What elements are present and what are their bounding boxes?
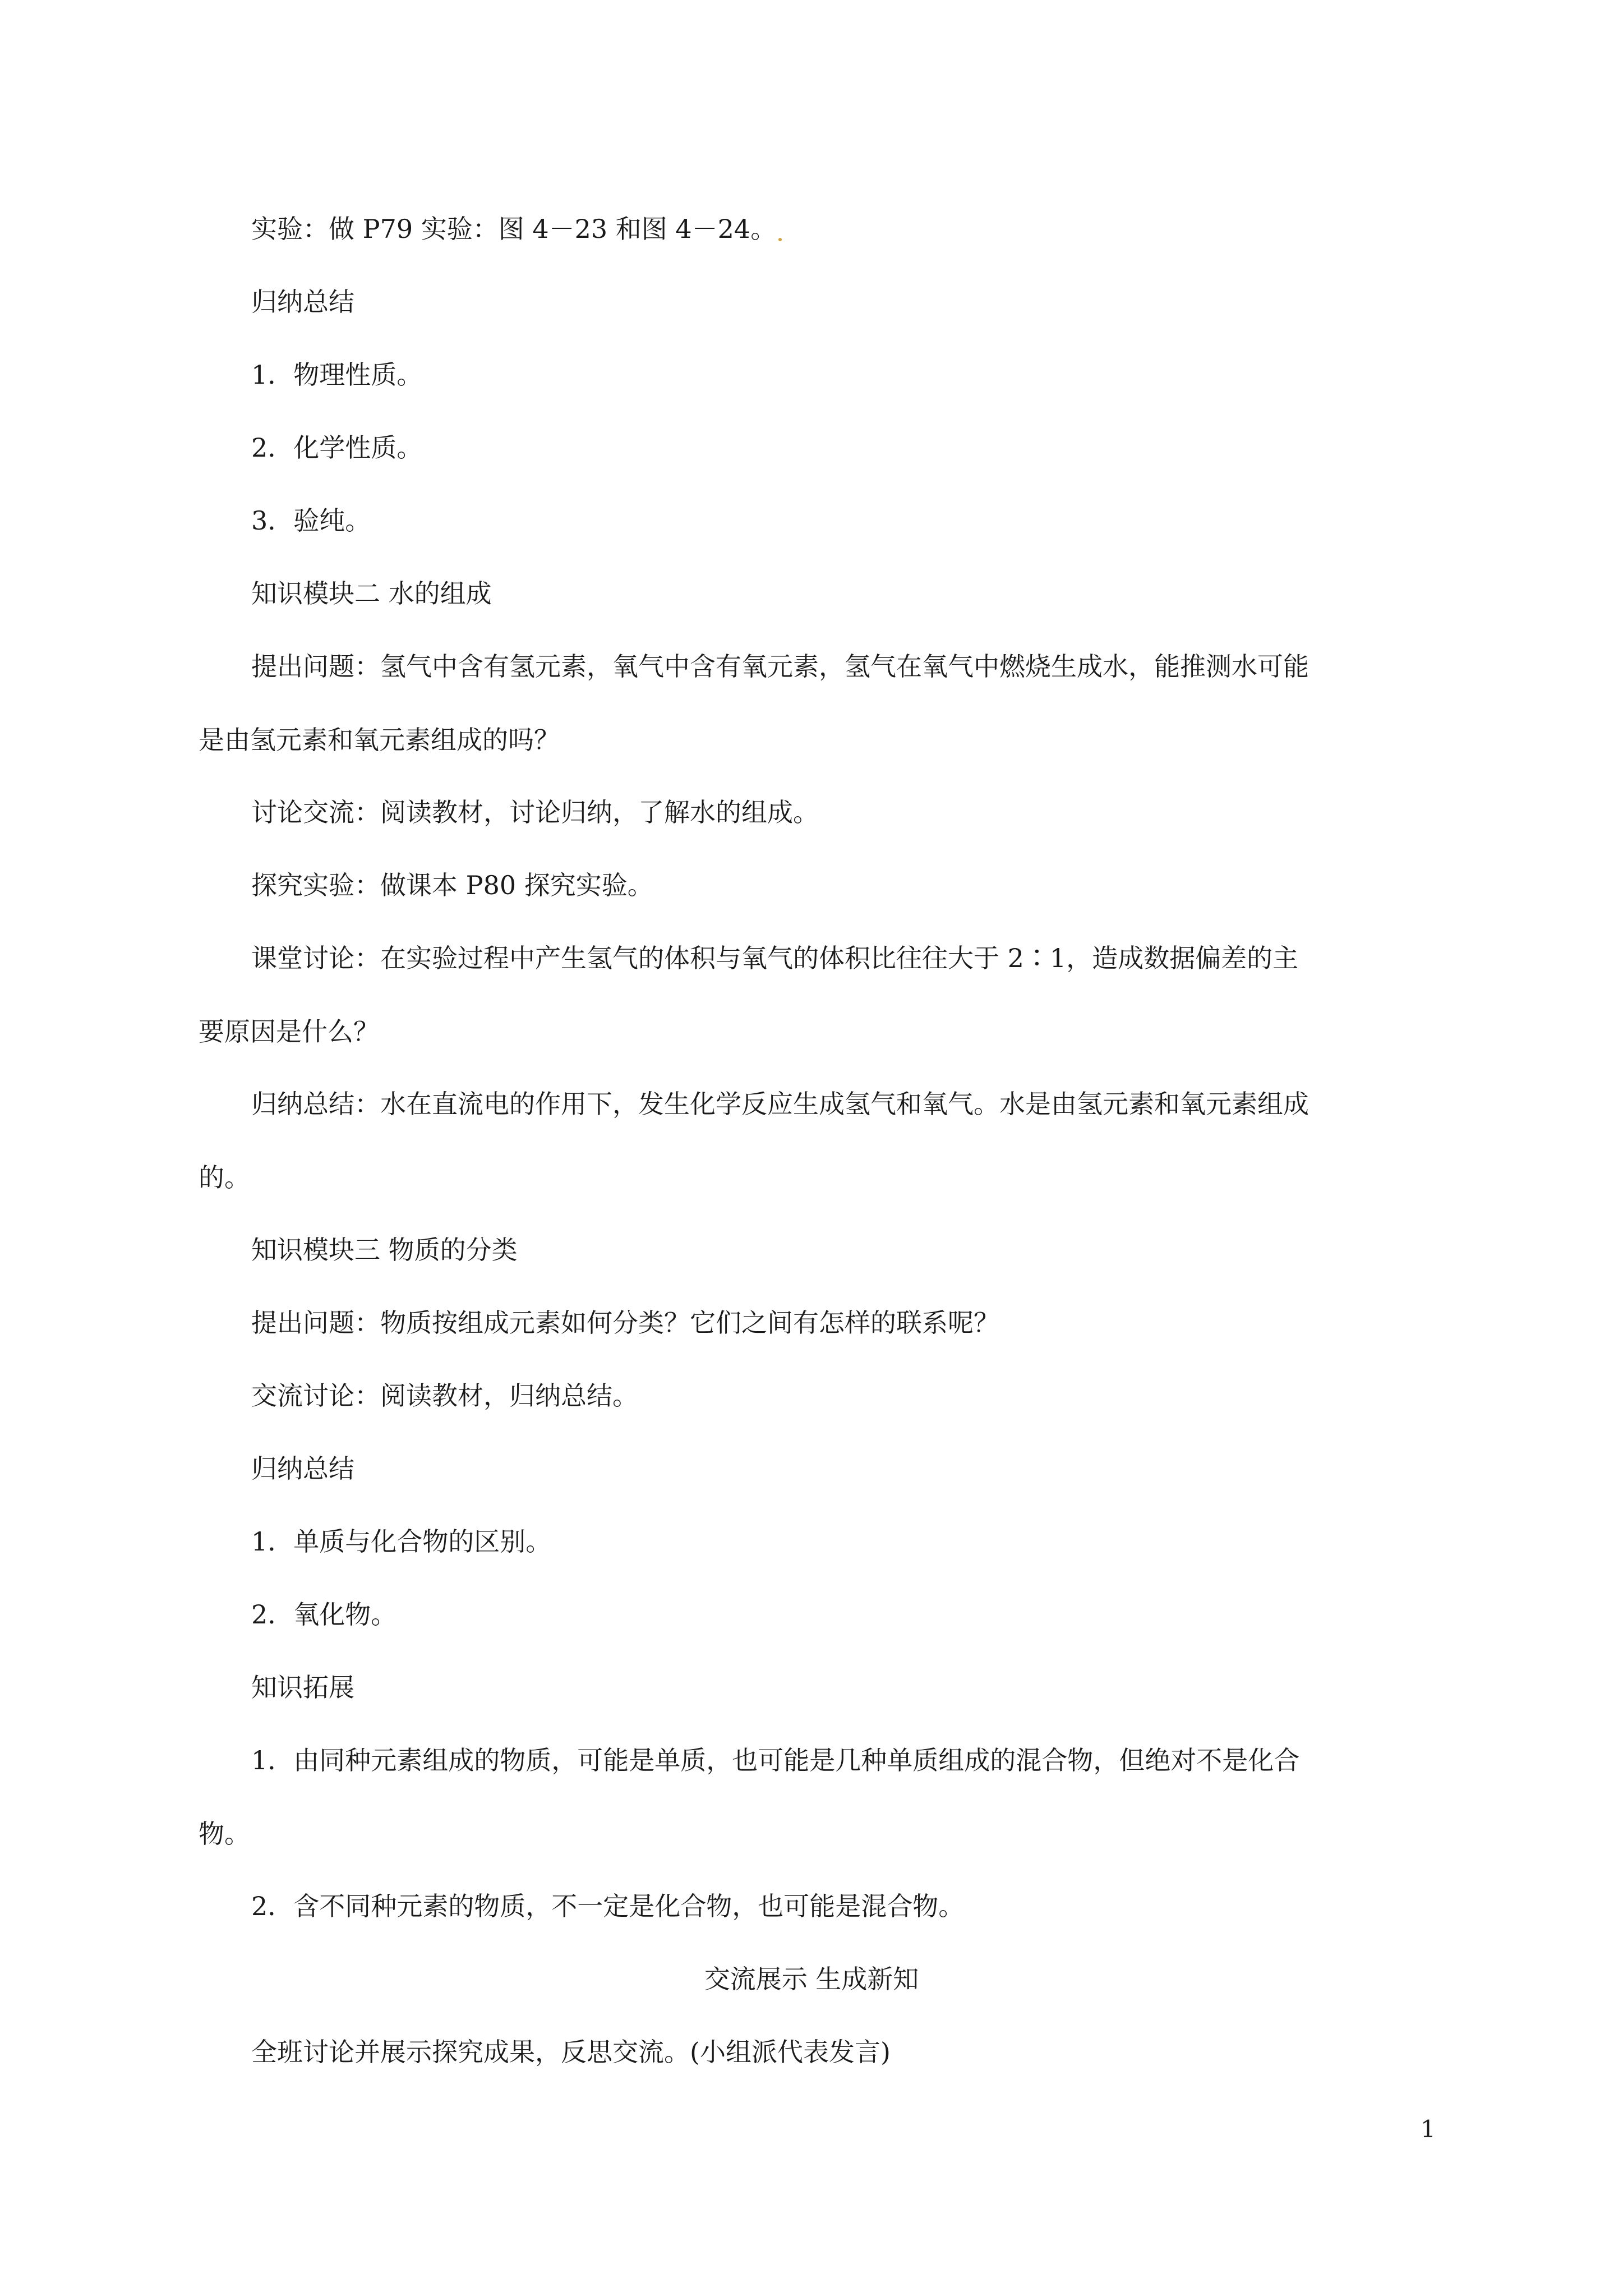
paragraph-discussion-water: 讨论交流：阅读教材，讨论归纳，了解水的组成。 bbox=[251, 797, 819, 827]
section-heading-water-composition: 知识模块二 水的组成 bbox=[251, 578, 492, 609]
list-item-physical-properties: 1．物理性质。 bbox=[251, 360, 423, 390]
list-item-chemical-properties: 2．化学性质。 bbox=[251, 432, 423, 463]
annotation-mark bbox=[778, 238, 782, 241]
list-item-purity-test: 3．验纯。 bbox=[251, 505, 371, 536]
paragraph-experiment bbox=[251, 216, 782, 242]
section-heading-classification: 知识模块三 物质的分类 bbox=[251, 1235, 518, 1265]
paragraph-text: 实验：做 P79 实验：图 4－23 和图 4－24。 bbox=[251, 214, 777, 244]
list-item-element-compound: 1．单质与化合物的区别。 bbox=[251, 1526, 552, 1557]
paragraph-line-2: 要原因是什么？ bbox=[199, 1016, 379, 1047]
paragraph-line-1: 课堂讨论：在实验过程中产生氢气的体积与氧气的体积比往往大于 2∶1，造成数据偏差的主 bbox=[251, 943, 1299, 973]
list-item-oxide: 2．氧化物。 bbox=[251, 1599, 397, 1630]
paragraph-line-1: 提出问题：氢气中含有氢元素，氧气中含有氧元素，氢气在氧气中燃烧生成水，能推测水可能 bbox=[251, 651, 1309, 682]
paragraph-line-1: 归纳总结：水在直流电的作用下，发生化学反应生成氢气和氧气。水是由氢元素和氧元素组成 bbox=[251, 1089, 1309, 1119]
heading-summary-1: 归纳总结 bbox=[251, 287, 354, 317]
paragraph-raise-question-classification: 提出问题：物质按组成元素如何分类？它们之间有怎样的联系呢？ bbox=[251, 1308, 999, 1338]
paragraph-class-exchange: 全班讨论并展示探究成果，反思交流。(小组派代表发言) bbox=[251, 2037, 891, 2067]
paragraph-line-2: 物。 bbox=[199, 1819, 250, 1849]
paragraph-line-1: 1．由同种元素组成的物质，可能是单质，也可能是几种单质组成的混合物，但绝对不是化合 bbox=[251, 1745, 1300, 1775]
page-number: 1 bbox=[1421, 2115, 1436, 2143]
paragraph-line-2: 的。 bbox=[199, 1162, 250, 1193]
section-heading-exchange-display: 交流展示 生成新知 bbox=[704, 1964, 919, 1994]
paragraph-exchange-discussion: 交流讨论：阅读教材，归纳总结。 bbox=[251, 1381, 638, 1411]
heading-knowledge-extension: 知识拓展 bbox=[251, 1672, 354, 1703]
paragraph-summary-electrolysis bbox=[199, 1089, 1442, 1193]
list-item-same-element bbox=[199, 1745, 1442, 1849]
paragraph-inquiry-experiment: 探究实验：做课本 P80 探究实验。 bbox=[251, 870, 653, 900]
paragraph-raise-question-water bbox=[199, 651, 1442, 755]
list-item-different-elements: 2．含不同种元素的物质，不一定是化合物，也可能是混合物。 bbox=[251, 1891, 965, 1921]
heading-summary-2: 归纳总结 bbox=[251, 1453, 354, 1484]
paragraph-line-2: 是由氢元素和氧元素组成的吗？ bbox=[199, 725, 560, 755]
paragraph-class-discussion bbox=[199, 943, 1442, 1047]
